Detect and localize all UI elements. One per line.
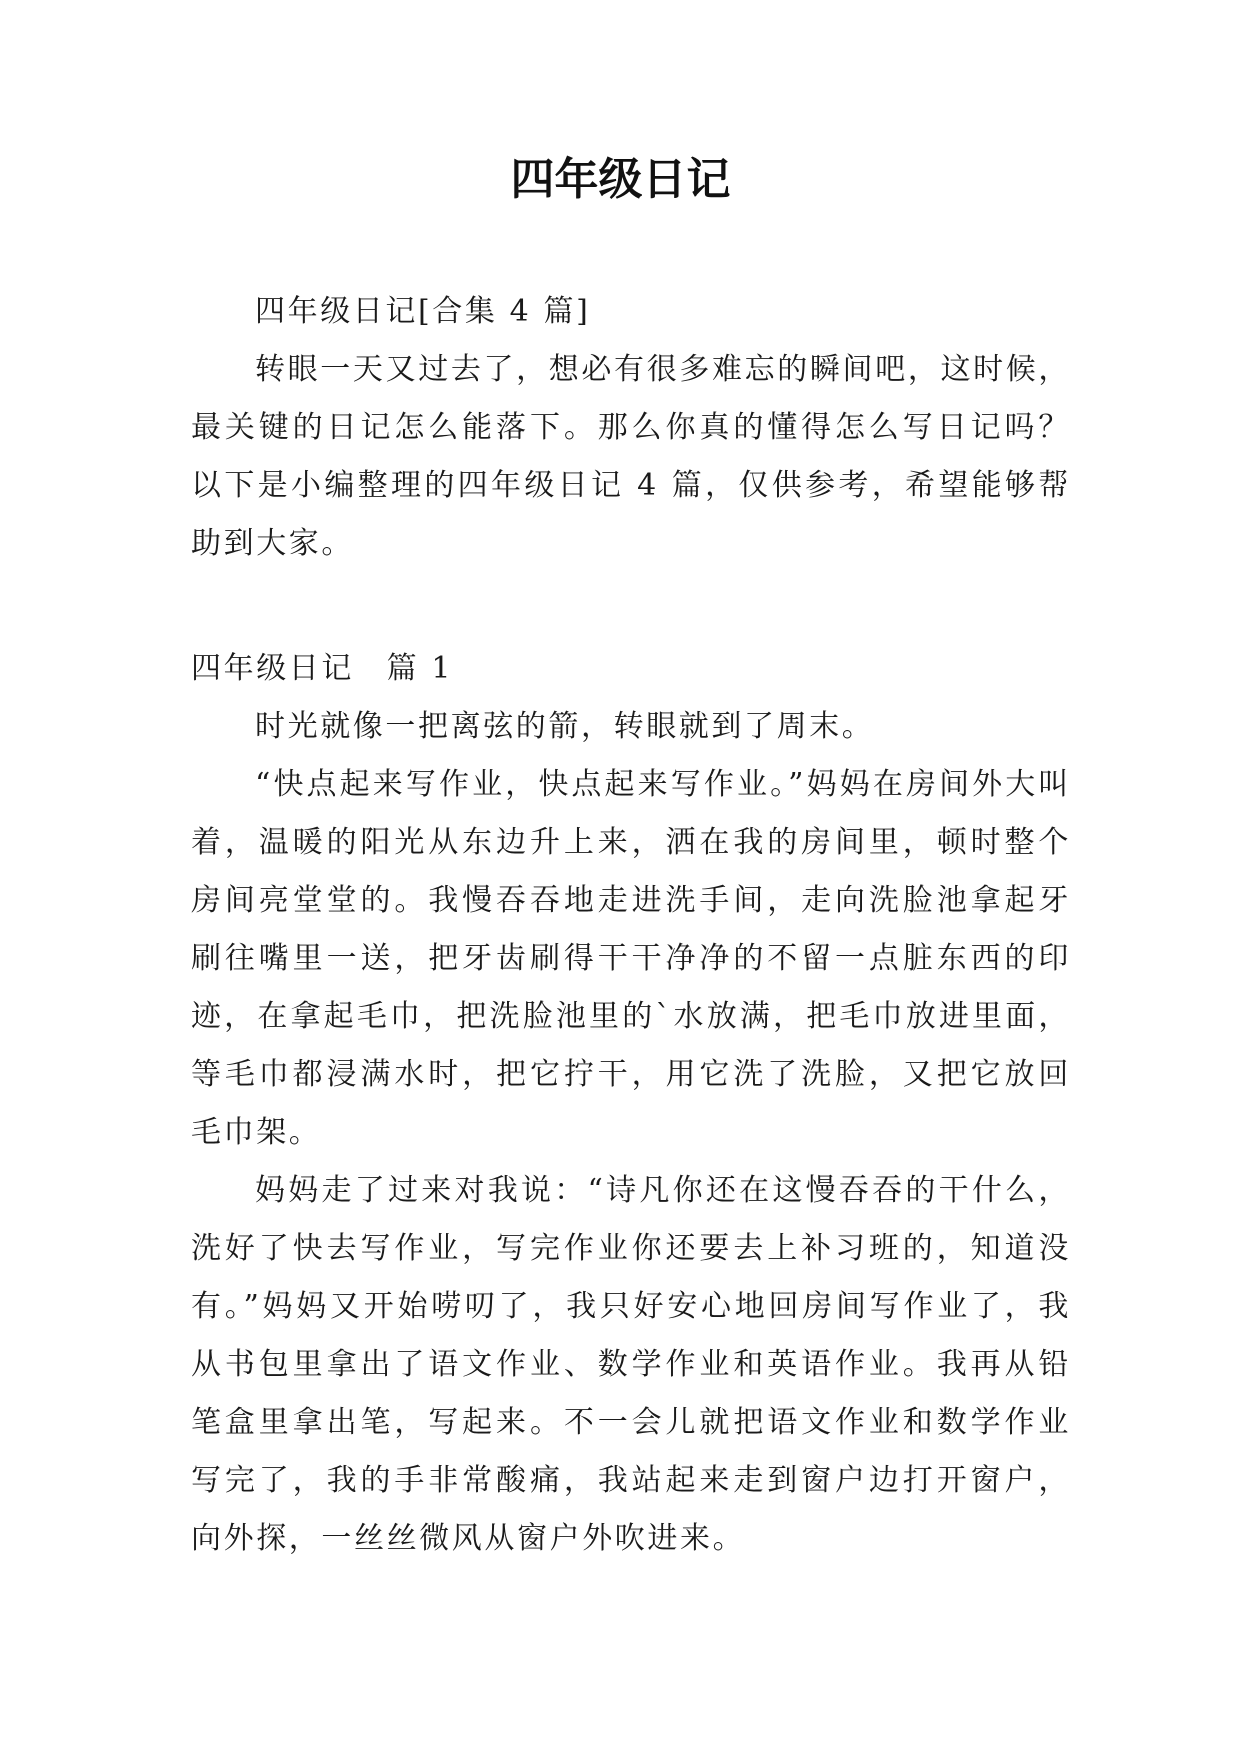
section-paragraph: 妈妈走了过来对我说：“诗凡你还在这慢吞吞的干什么，洗好了快去写作业，写完作业你还要去上补习班的，知道没有。”妈妈又开始唠叨了，我只好安心地回房间写作业了，我从书包里拿出了语文作业、数学作业和英语作业。我再从铅笔盒里拿出笔，写起来。不一会儿就把语文作业和数学作业写完了，我的手非常酸痛，我站起来走到窗户边打开窗户，向外探，一丝丝微风从窗户外吹进来。	[191, 1173, 1071, 1556]
section-paragraph: 时光就像一把离弦的箭，转眼就到了周末。	[255, 709, 875, 744]
section-heading: 四年级日记 篇 1	[191, 651, 454, 686]
document-title: 四年级日记	[510, 154, 731, 205]
intro-block	[191, 283, 1071, 573]
section-paragraph: “快点起来写作业，快点起来写作业。”妈妈在房间外大叫着，温暖的阳光从东边升上来，洒在我的房间里，顿时整个房间亮堂堂的。我慢吞吞地走进洗手间，走向洗脸池拿起牙刷往嘴里一送，把牙齿刷得干干净净的不留一点脏东西的印迹，在拿起毛巾，把洗脸池里的`水放满，把毛巾放进里面，等毛巾都浸满水时，把它拧干，用它洗了洗脸，又把它放回毛巾架。	[191, 767, 1071, 1150]
section-1-body	[191, 698, 1071, 1568]
intro-subtitle: 四年级日记[合集 4 篇]	[255, 294, 591, 329]
intro-paragraph: 转眼一天又过去了，想必有很多难忘的瞬间吧，这时候，最关键的日记怎么能落下。那么你真的懂得怎么写日记吗？以下是小编整理的四年级日记 4 篇，仅供参考，希望能够帮助到大家。	[191, 352, 1071, 561]
